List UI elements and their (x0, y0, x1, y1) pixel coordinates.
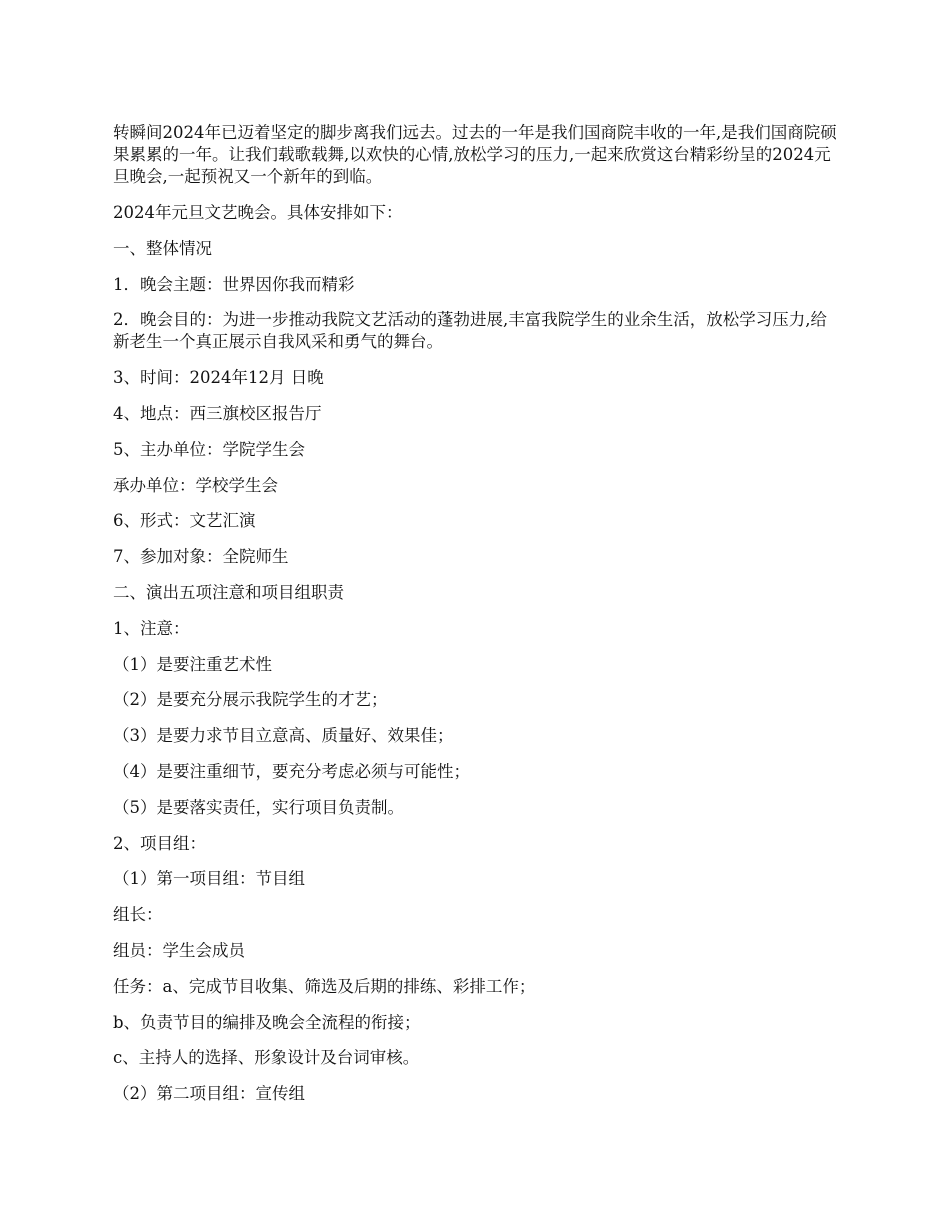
note-item-3: （3）是要力求节目立意高、质量好、效果佳； (113, 726, 454, 746)
group-1-task-a: 任务：a、完成节目收集、筛选及后期的排练、彩排工作； (113, 976, 536, 996)
item-participants: 7、参加对象：全院师生 (113, 547, 289, 567)
project-groups-heading: 2、项目组： (113, 833, 206, 853)
group-1-title: （1）第一项目组：节目组 (113, 869, 305, 889)
note-item-2: （2）是要充分展示我院学生的才艺； (113, 690, 388, 710)
note-item-4: （4）是要注重细节，要充分考虑必须与可能性； (113, 761, 470, 781)
section-heading-notes: 二、演出五项注意和项目组职责 (113, 582, 344, 602)
document-page (113, 122, 838, 1119)
note-item-5: （5）是要落实责任，实行项目负责制。 (113, 797, 404, 817)
group-1-members: 组员：学生会成员 (113, 940, 245, 960)
group-1-task-c: c、主持人的选择、形象设计及台词审核。 (113, 1048, 420, 1068)
notes-heading: 1、注意： (113, 618, 190, 638)
item-format: 6、形式：文艺汇演 (113, 511, 256, 531)
arrangement-heading: 2024年元旦文艺晚会。具体安排如下： (113, 203, 403, 222)
group-1-leader: 组长： (113, 905, 163, 925)
item-co-organizer: 承办单位：学校学生会 (113, 475, 278, 495)
item-theme: 1．晚会主题：世界因你我而精彩 (113, 274, 355, 294)
group-2-title: （2）第二项目组：宣传组 (113, 1084, 305, 1104)
group-1-task-b: b、负责节目的编排及晚会全流程的衔接； (113, 1012, 421, 1032)
section-heading-overview: 一、整体情况 (113, 238, 212, 258)
item-time: 3、时间：2024年12月 日晚 (113, 368, 324, 388)
intro-paragraph: 转瞬间2024年已迈着坚定的脚步离我们远去。过去的一年是我们国商院丰收的一年,是我们国商院硕果累累的一年。让我们载歌载舞,以欢快的心情,放松学习的压力,一起来欣赏这台精彩纷呈的2024元旦晚会,一起预祝又一个新年的到临。 (113, 123, 837, 186)
item-purpose: 2．晚会目的：为进一步推动我院文艺活动的蓬勃进展,丰富我院学生的业余生活，放松学习压力,给新老生一个真正展示自我风采和勇气的舞台。 (113, 310, 827, 352)
item-location: 4、地点：西三旗校区报告厅 (113, 403, 322, 423)
note-item-1: （1）是要注重艺术性 (113, 654, 272, 674)
item-organizer: 5、主办单位：学院学生会 (113, 439, 305, 459)
